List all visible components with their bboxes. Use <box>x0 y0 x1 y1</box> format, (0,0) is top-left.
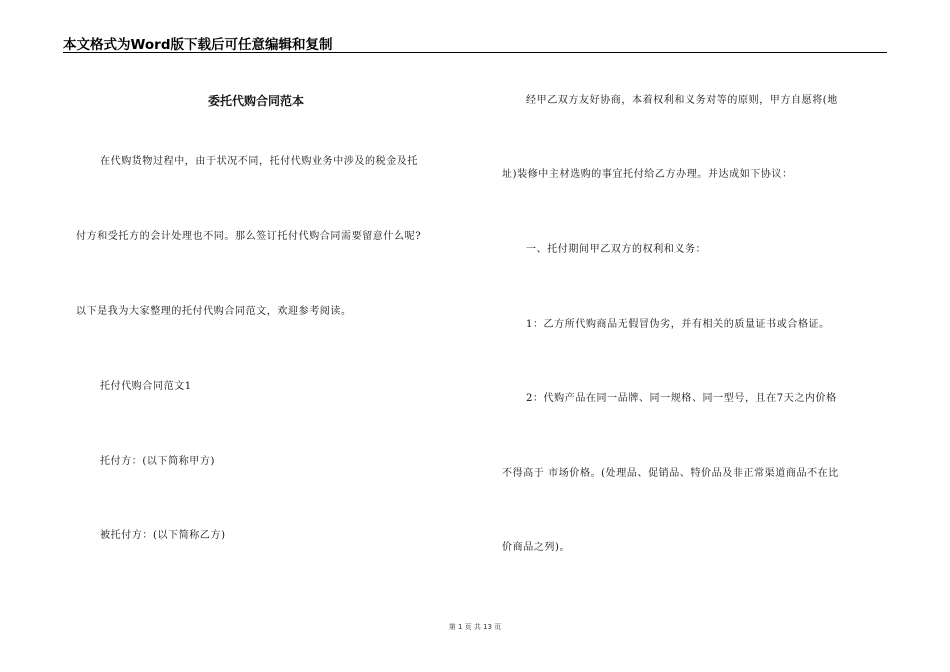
clause-heading: 一、托付期间甲乙双方的权利和义务： <box>526 244 707 255</box>
page-number-footer: 第 1 页 共 13 页 <box>448 623 502 631</box>
left-column <box>76 0 468 672</box>
document-title: 委托代购合同范本 <box>208 94 305 108</box>
paragraph-line: 付方和受托方的会计处理也不同。那么签订托付代购合同需要留意什么呢? <box>76 231 422 242</box>
paragraph-line: 在代购货物过程中，由于状况不同，托付代购业务中涉及的税金及托 <box>100 156 418 167</box>
paragraph-line: 址)装修中主材选购的事宜托付给乙方办理。并达成如下协议： <box>502 169 793 180</box>
document-header-banner: 本文格式为Word版下载后可任意编辑和复制 <box>63 37 333 53</box>
section-heading: 托付代购合同范文1 <box>100 381 192 392</box>
right-column <box>502 0 884 672</box>
paragraph-line: 不得高于 市场价格。(处理品、促销品、特价品及非正常渠道商品不在比 <box>502 468 839 479</box>
paragraph-line: 以下是我为大家整理的托付代购合同范文，欢迎参考阅读。 <box>76 306 352 317</box>
clause-item: 1：乙方所代购商品无假冒伪劣，并有相关的质量证书或合格证。 <box>526 319 830 330</box>
paragraph-line: 价商品之列)。 <box>502 542 571 553</box>
paragraph-line: 经甲乙双方友好协商，本着权利和义务对等的原则，甲方自愿将(地 <box>526 95 838 106</box>
clause-item: 2：代购产品在同一品牌、同一规格、同一型号，且在7天之内价格 <box>526 393 837 404</box>
party-a-label: 托付方：(以下简称甲方) <box>100 456 216 467</box>
party-b-label: 被托付方：(以下简称乙方) <box>100 530 226 541</box>
